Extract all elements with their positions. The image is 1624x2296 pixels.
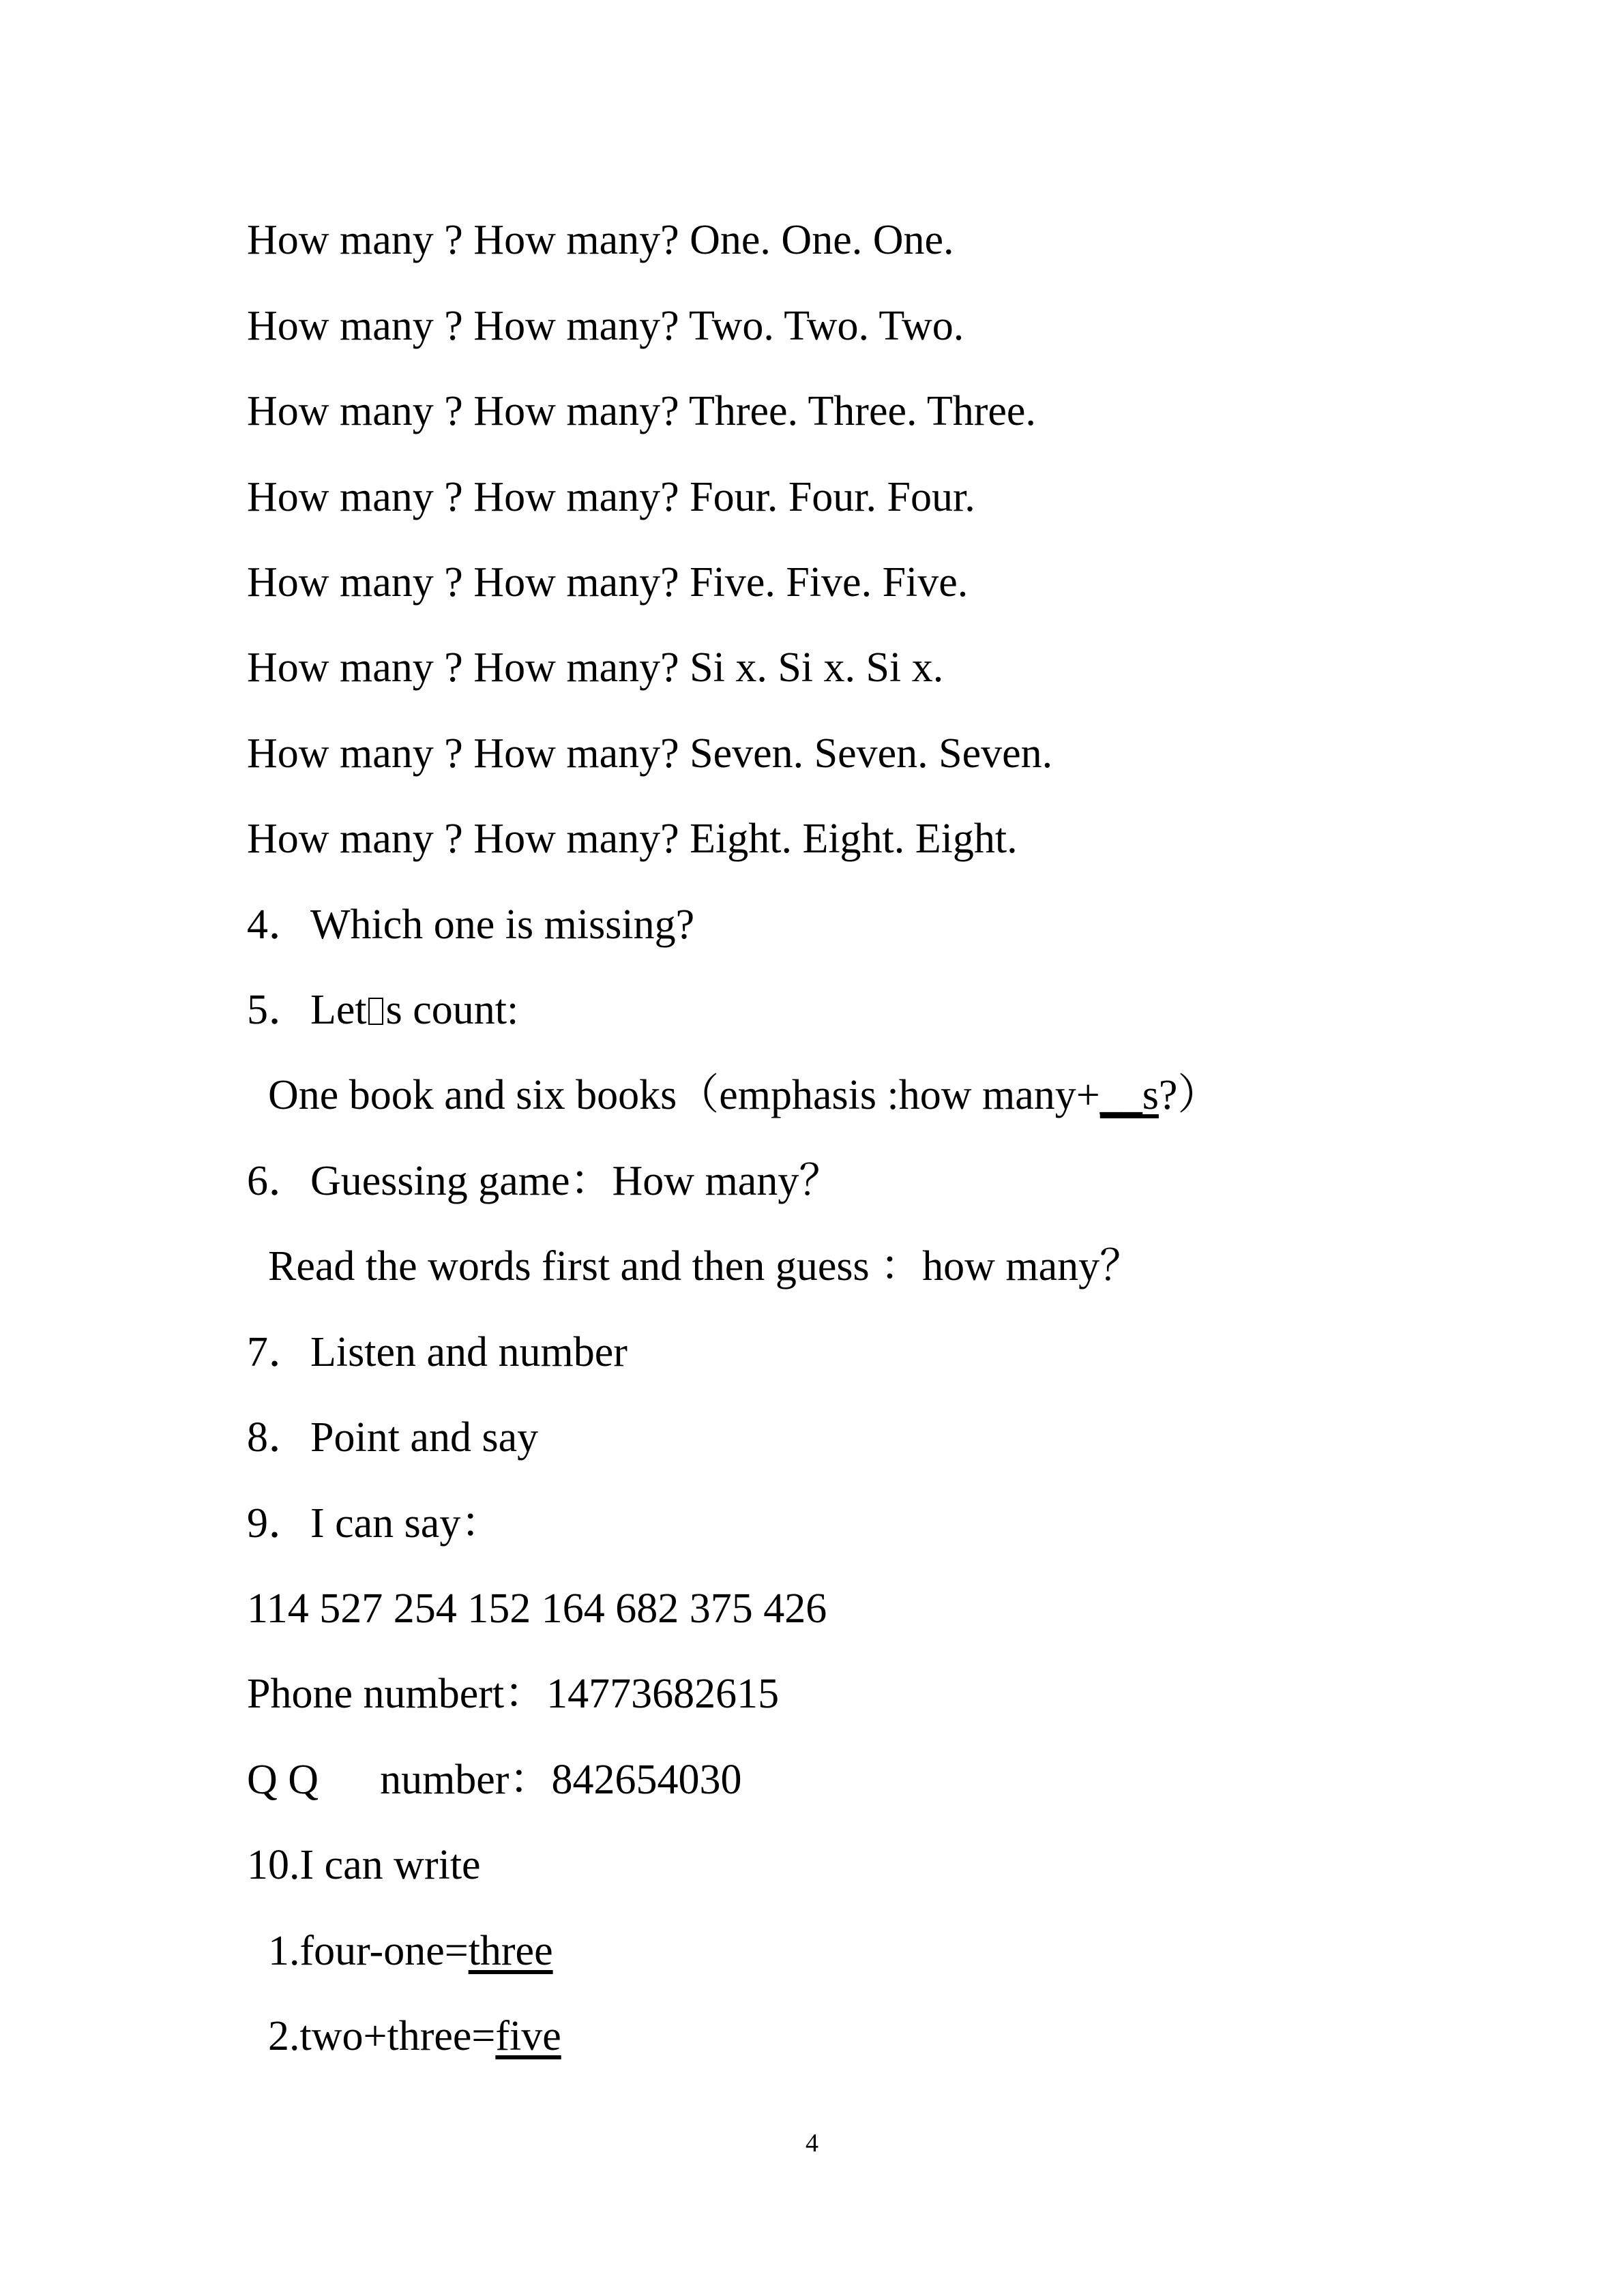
chant-line-three: How many ? How many? Three. Three. Three.	[247, 388, 1036, 434]
step-5-example-blank: __s	[1099, 1072, 1159, 1118]
step-5-before: 5．Let	[247, 987, 367, 1033]
step-4-heading: 4．Which one is missing?	[247, 901, 695, 948]
page-number: 4	[806, 2129, 818, 2158]
write-item-answer: five	[495, 2013, 561, 2059]
qq-number: number：842654030	[380, 1757, 742, 1803]
chant-line-one: How many ? How many? One. One. One.	[247, 217, 954, 263]
chant-line-two: How many ? How many? Two. Two. Two.	[247, 303, 964, 349]
step-6-detail: Read the words first and then guess ：how many？	[268, 1243, 1142, 1289]
number-sequence: 114 527 254 152 164 682 375 426	[247, 1585, 827, 1632]
step-5-example-end: ?）	[1158, 1072, 1220, 1118]
missing-glyph-icon	[368, 998, 383, 1025]
chant-line-eight: How many ? How many? Eight. Eight. Eight.	[247, 816, 1018, 862]
step-9-heading: 9．I can say：	[247, 1500, 503, 1547]
write-item-prefix: 1.four-one=	[268, 1928, 469, 1974]
step-5-example-text: One book and six books（emphasis :how many+	[268, 1072, 1100, 1118]
chant-line-seven: How many ? How many? Seven. Seven. Seven.	[247, 730, 1053, 777]
step-8-heading: 8．Point and say	[247, 1414, 539, 1461]
write-item	[268, 2009, 561, 2063]
chant-line-six: How many ? How many? Si x. Si x. Si x.	[247, 644, 944, 691]
write-item	[268, 1924, 553, 1978]
step-7-heading: 7．Listen and number	[247, 1329, 628, 1375]
step-10-heading: 10.I can write	[247, 1842, 481, 1888]
write-item-prefix: 2.two+three=	[268, 2013, 496, 2059]
chant-line-four: How many ? How many? Four. Four. Four.	[247, 474, 975, 520]
step-6-heading: 6．Guessing game：How many？	[247, 1158, 842, 1204]
step-5-after: s count:	[385, 987, 519, 1033]
chant-line-five: How many ? How many? Five. Five. Five.	[247, 559, 969, 606]
qq-number-line	[247, 1753, 741, 1807]
phone-number-line: Phone numbert：14773682615	[247, 1671, 780, 1717]
qq-label: Q Q	[247, 1757, 319, 1803]
step-5-heading	[247, 983, 518, 1037]
write-item-answer: three	[468, 1928, 553, 1974]
step-5-example	[268, 1068, 1220, 1122]
